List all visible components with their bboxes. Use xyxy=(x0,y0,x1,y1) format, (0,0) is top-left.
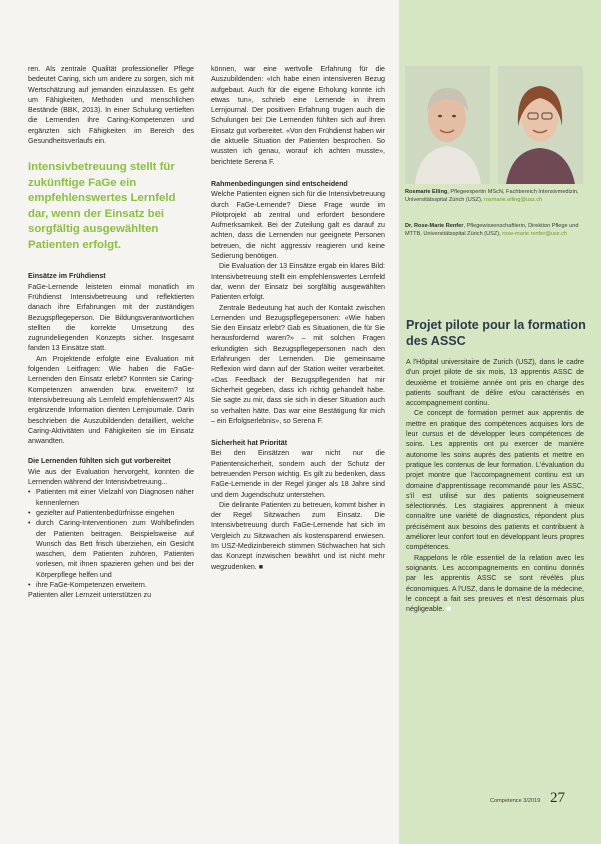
author-email-link[interactable]: rose-marie.renfer@usz.ch xyxy=(502,231,568,237)
section-heading-safety: Sicherheit hat Priorität xyxy=(211,439,288,448)
column-middle xyxy=(211,64,385,572)
paragraph: FaGe-Lernende leisteten einmal monatlich im Frühdienst Intensivbetreuung und reflektierten danach ihre Erfahrungen mit der zuständigen Bezugspflegeperson. Die Bildungsverantwortlichen stellten die korrekte Umsetzung des zugrundeliegenden Konzepts sicher. Insgesamt fanden 13 Einsätze statt. xyxy=(28,282,194,353)
paragraph: Welche Patienten eignen sich für die Intensivbetreuung durch FaGe-Lernende? Diese Frage wurde im Pilotprojekt ab zentral und erfordert besondere Aufmerksamkeit. Bei der Zuteilung galt es darauf zu achten, dass die Lernenden nur geeignete Personen betreuen, die nicht aggressiv reagieren und keine Sedierung benötigen. xyxy=(211,190,385,261)
list-item: • durch Caring-Interventionen zum Wohlbefinden der Patienten beitragen. Beispielsweise auf Wunsch das Bett frisch überziehen, ein Gesicht waschen, dem Patienten zuhören, Patienten vorlesen, mit ihnen spazieren gehen und bei der Körperpflege helfen und xyxy=(28,518,194,580)
section-heading-conditions: Rahmenbedingungen sind entscheidend xyxy=(211,179,348,188)
sidebar-title: Projet pilote pour la formation des ASSC xyxy=(406,318,586,348)
end-mark: ■ xyxy=(258,562,264,571)
paragraph: Bei den Einsätzen war nicht nur die Patientensicherheit, sondern auch der Schutz der betreuenden Person wichtig. Es gilt zu bedenken, dass FaGe-Lernende in der Regel jünger als 18 Jahre sind und dem Jugendschutz unterstehen. xyxy=(211,449,385,499)
list-item: • ihre FaGe-Kompetenzen erweitern. xyxy=(28,580,194,590)
author-photo-renfer xyxy=(498,66,583,184)
author-photos xyxy=(399,66,601,188)
author-email-link[interactable]: rosmarie.elling@usz.ch xyxy=(483,197,543,203)
author-name: Dr. Rose-Marie Renfer xyxy=(405,223,464,229)
paragraph: A l'Hôpital universitaire de Zurich (USZ), dans le cadre d'un projet pilote de six mois, 13 apprentis ASSC de deuxième et troisième année ont pris en charge des patients souffrant de délire et/ou caractérisés en accompagnement continu. xyxy=(406,358,584,408)
page-number: 27 xyxy=(550,790,565,806)
section-heading-prepared: Die Lernenden fühlten sich gut vorbereitet xyxy=(28,457,171,466)
paragraph xyxy=(211,500,385,572)
author-bio-elling xyxy=(405,188,585,204)
list-item: • gezielter auf Patientenbedürfnisse eingehen xyxy=(28,508,194,518)
footer-source: Competence 3/2019 xyxy=(490,798,541,804)
paragraph-text: Die delirante Patienten zu betreuen, kommt bisher in der Regel Sitzwachen zum Einsatz. Die Intensivbetreuung durch FaGe-Lernende hat sich im Vergleich zu Sitzwachen als kostensparend erwiesen. Im USZ-Medizinbereich stimmen Stichwachen hat sich das Konzept inzwischen bewährt und ist nicht mehr wegzudenken. xyxy=(211,500,385,571)
paragraph: Die Evaluation der 13 Einsätze ergab ein klares Bild: Intensivbetreuung stellt ein empfehlenswertes Lernfeld dar, wenn der Einsatz bei sorgfältig ausgewählten Patienten erfolgt. xyxy=(211,262,385,302)
author-name: Rosmarie Elling xyxy=(405,189,448,195)
sidebar-article xyxy=(406,357,584,614)
column-left xyxy=(28,64,194,601)
pull-quote: Intensivbetreuung stellt für zukünftige FaGe ein empfehlenswertes Lernfeld dar, wenn der Einsatz bei sorgfältig ausgewählten Patienten erfolgt. xyxy=(28,161,176,251)
paragraph: Zentrale Bedeutung hat auch der Kontakt zwischen Lernenden und Bezugspflegepersonen: «Wie haben Sie den Einsatz erlebt? Gab es Situationen, die für Sie herausfordernd waren?» – mit solchen Fragen erkundigten sich Bezugspflegepersonen nach den Erfahrungen der Lernenden. Die gemeinsame Reflexion wird dann auf der Station weiter verarbeitet. «Das Feedback der Bezugspflegenden hat mir Sicherheit gegeben, dass ich richtig gehandelt habe. Sie sagte zu mir, dass sie sich in dieser Situation auch so verhalten hätte. Das war eine Bestätigung für mich – ein Erfolgserlebnis», so Serena F. xyxy=(211,303,385,425)
author-photo-elling xyxy=(405,66,490,184)
author-description: , Pflegewissenschaftlerin, Direktion Pflege und MTTB, Universitätsspital Zürich (USZ), xyxy=(405,223,579,237)
bullet-list xyxy=(28,487,194,590)
author-bio-renfer xyxy=(405,222,585,238)
paragraph: können, war eine wertvolle Erfahrung für die Auszubildenden: «Ich habe einen intensiveren Bezug aufgebaut. Auch für die eigene Erholung konnte ich etwas tun», schrieb eine Lernende in ihrem Lernjournal. Der positiven Erfahrung trugen auch die Schulungen bei: Die Lernenden fühlten sich auf ihren Einsatz gut vorbereitet. «Von den Frühdienst haben wir die aktuelle Situation der Patienten besprochen. So wussten ich genau, worauf ich achten musste», berichtete Serena F. xyxy=(211,65,385,166)
end-mark: ■ xyxy=(446,604,452,614)
author-description: , Pflegeexpertin MScN, Fachbereich Intensivmedizin, Universitätsspital Zürich (USZ), xyxy=(405,189,579,203)
paragraph xyxy=(406,553,584,615)
paragraph: Am Projektende erfolgte eine Evaluation mit folgenden Leitfragen: Wie haben die FaGe-Lernenden den Einsatz erlebt? Konnten sie Caring-Kompetenzen anwenden bzw. erweitern? Ist Intensivbetreuung als Lernfeld empfehlenswert? Als ergänzende Information dienten Lernjournale. Darin beschrieben die Auszubildenden detailliert, welche Caring-Aktivitäten und Fähigkeiten sie im Einsatz anwandten. xyxy=(28,354,194,446)
list-item: • Patienten mit einer Vielzahl von Diagnosen näher kennenlernen xyxy=(28,487,194,508)
intro-paragraph: ren. Als zentrale Qualität professioneller Pflege bedeutet Caring, sich um andere zu sorgen, sich mit Wertschätzung auf jemanden einzulassen. Es geht um Fähigkeiten, Methoden und menschlichen Bestände (BBK, 2013). In einer Schulung vertieften die Lernenden ihre Caring-Kompetenzen und ergänzten sich Fähigkeiten im Bereich des Gesundheitsverlaufs ein. xyxy=(28,65,194,146)
paragraph: Wie aus der Evaluation hervorgeht, konnten die Lernenden während der Intensivbetreuung... xyxy=(28,467,194,487)
paragraph-text: Rappelons le rôle essentiel de la relation avec les soignants. Les accompagnements en continu donnés par les apprentis ASSC se sont révélés plus économiques. A l'USZ, dans le domaine de la médecine, le concept a fait ses preuves et n'est désormais plus négligeable. xyxy=(406,553,584,614)
paragraph: Ce concept de formation permet aux apprentis de mettre en pratique des compétences acquises lors de leur cursus et de développer leurs compétences de soins. Les apprentis ont pu exercer de manière autonome les soins auprès des patients et mettre en pratique les contenus de leur formation. L'évaluation du projet montre que l'accompagnement continu est un domaine d'apprentissage recommandé pour les ASSC, s'il est utilisé sur des patients soigneusement sélectionnés. Les stagiaires apprennent à mieux connaître une variété de diagnostics, répondent plus précisément aux besoins des patients et contribuent à améliorer leur confort tout en développant leurs propres compétences. xyxy=(406,409,584,552)
paragraph: Patienten aller Lernzeit unterstützen zu xyxy=(28,591,152,600)
section-heading-early-shift: Einsätze im Frühdienst xyxy=(28,272,106,281)
